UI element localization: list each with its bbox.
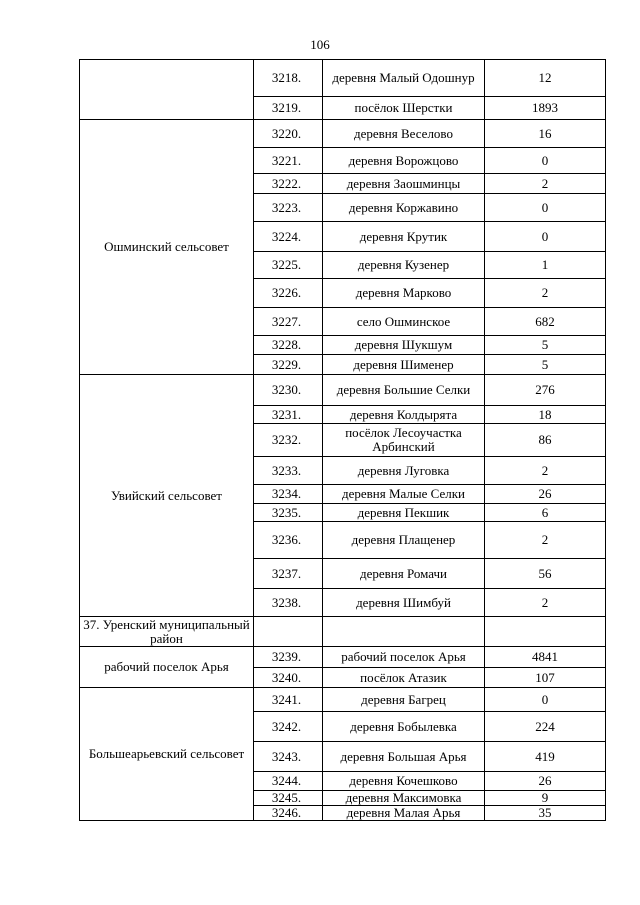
population-cell: 5 [485, 336, 606, 355]
settlement-name-cell: село Ошминское [323, 308, 485, 336]
population-cell: 682 [485, 308, 606, 336]
settlement-name-cell: деревня Кузенер [323, 252, 485, 279]
municipality-cell: 37. Уренский муниципальный район [80, 617, 254, 647]
row-number-cell: 3239. [254, 647, 323, 668]
settlement-name-cell: деревня Малый Одошнур [323, 60, 485, 97]
population-cell: 35 [485, 806, 606, 821]
row-number-cell: 3229. [254, 355, 323, 375]
population-cell: 86 [485, 424, 606, 457]
municipality-cell: Большеарьевский сельсовет [80, 688, 254, 821]
settlement-name-cell: деревня Ромачи [323, 559, 485, 589]
population-cell: 12 [485, 60, 606, 97]
row-number-cell: 3231. [254, 406, 323, 424]
settlement-name-cell: деревня Крутик [323, 222, 485, 252]
settlement-name-cell: деревня Кочешково [323, 772, 485, 791]
population-cell: 26 [485, 485, 606, 504]
municipality-cell: Ошминский сельсовет [80, 120, 254, 375]
row-number-cell: 3227. [254, 308, 323, 336]
settlement-name-cell: рабочий поселок Арья [323, 647, 485, 668]
settlement-name-cell: посёлок Шерстки [323, 97, 485, 120]
population-cell: 16 [485, 120, 606, 148]
population-cell: 9 [485, 791, 606, 806]
row-number-cell [254, 617, 323, 647]
row-number-cell: 3238. [254, 589, 323, 617]
settlement-name-cell: деревня Малые Селки [323, 485, 485, 504]
row-number-cell: 3219. [254, 97, 323, 120]
table-row [80, 688, 606, 712]
population-cell: 2 [485, 457, 606, 485]
settlement-name-cell: деревня Шименер [323, 355, 485, 375]
settlement-name-cell: деревня Ворожцово [323, 148, 485, 174]
settlement-name-cell: деревня Веселово [323, 120, 485, 148]
table-row [80, 647, 606, 668]
population-cell: 276 [485, 375, 606, 406]
row-number-cell: 3242. [254, 712, 323, 742]
settlements-table-body [80, 60, 606, 821]
settlement-name-cell: деревня Багрец [323, 688, 485, 712]
table-row [80, 617, 606, 647]
population-cell: 18 [485, 406, 606, 424]
settlement-name-cell: деревня Бобылевка [323, 712, 485, 742]
table-row [80, 375, 606, 406]
row-number-cell: 3222. [254, 174, 323, 194]
settlement-name-cell: деревня Заошминцы [323, 174, 485, 194]
settlement-name-cell: деревня Колдырята [323, 406, 485, 424]
population-cell: 2 [485, 174, 606, 194]
row-number-cell: 3243. [254, 742, 323, 772]
row-number-cell: 3218. [254, 60, 323, 97]
population-cell [485, 617, 606, 647]
settlement-name-cell [323, 617, 485, 647]
population-cell: 4841 [485, 647, 606, 668]
settlements-table [79, 59, 606, 821]
settlement-name-cell: деревня Марково [323, 279, 485, 308]
row-number-cell: 3241. [254, 688, 323, 712]
row-number-cell: 3224. [254, 222, 323, 252]
population-cell: 0 [485, 222, 606, 252]
settlement-name-cell: посёлок Лесоучастка Арбинский [323, 424, 485, 457]
population-cell: 5 [485, 355, 606, 375]
population-cell: 2 [485, 589, 606, 617]
row-number-cell: 3240. [254, 668, 323, 688]
row-number-cell: 3230. [254, 375, 323, 406]
settlement-name-cell: деревня Максимовка [323, 791, 485, 806]
row-number-cell: 3221. [254, 148, 323, 174]
population-cell: 419 [485, 742, 606, 772]
row-number-cell: 3225. [254, 252, 323, 279]
row-number-cell: 3236. [254, 522, 323, 559]
settlement-name-cell: деревня Шимбуй [323, 589, 485, 617]
population-cell: 2 [485, 279, 606, 308]
settlement-name-cell: деревня Шукшум [323, 336, 485, 355]
population-cell: 1 [485, 252, 606, 279]
row-number-cell: 3232. [254, 424, 323, 457]
population-cell: 0 [485, 148, 606, 174]
page-number: 106 [310, 37, 330, 52]
row-number-cell: 3244. [254, 772, 323, 791]
municipality-cell: рабочий поселок Арья [80, 647, 254, 688]
settlement-name-cell: деревня Луговка [323, 457, 485, 485]
row-number-cell: 3245. [254, 791, 323, 806]
row-number-cell: 3220. [254, 120, 323, 148]
population-cell: 0 [485, 688, 606, 712]
row-number-cell: 3233. [254, 457, 323, 485]
population-cell: 0 [485, 194, 606, 222]
settlement-name-cell: деревня Плащенер [323, 522, 485, 559]
population-cell: 107 [485, 668, 606, 688]
row-number-cell: 3246. [254, 806, 323, 821]
municipality-cell [80, 60, 254, 120]
row-number-cell: 3228. [254, 336, 323, 355]
population-cell: 1893 [485, 97, 606, 120]
population-cell: 26 [485, 772, 606, 791]
settlement-name-cell: деревня Малая Арья [323, 806, 485, 821]
row-number-cell: 3237. [254, 559, 323, 589]
settlement-name-cell: деревня Большая Арья [323, 742, 485, 772]
settlement-name-cell: посёлок Атазик [323, 668, 485, 688]
settlement-name-cell: деревня Коржавино [323, 194, 485, 222]
table-row [80, 120, 606, 148]
settlement-name-cell: деревня Пекшик [323, 504, 485, 522]
row-number-cell: 3223. [254, 194, 323, 222]
population-cell: 2 [485, 522, 606, 559]
row-number-cell: 3226. [254, 279, 323, 308]
table-row [80, 60, 606, 97]
population-cell: 6 [485, 504, 606, 522]
row-number-cell: 3235. [254, 504, 323, 522]
settlement-name-cell: деревня Большие Селки [323, 375, 485, 406]
population-cell: 56 [485, 559, 606, 589]
population-cell: 224 [485, 712, 606, 742]
municipality-cell: Увийский сельсовет [80, 375, 254, 617]
row-number-cell: 3234. [254, 485, 323, 504]
